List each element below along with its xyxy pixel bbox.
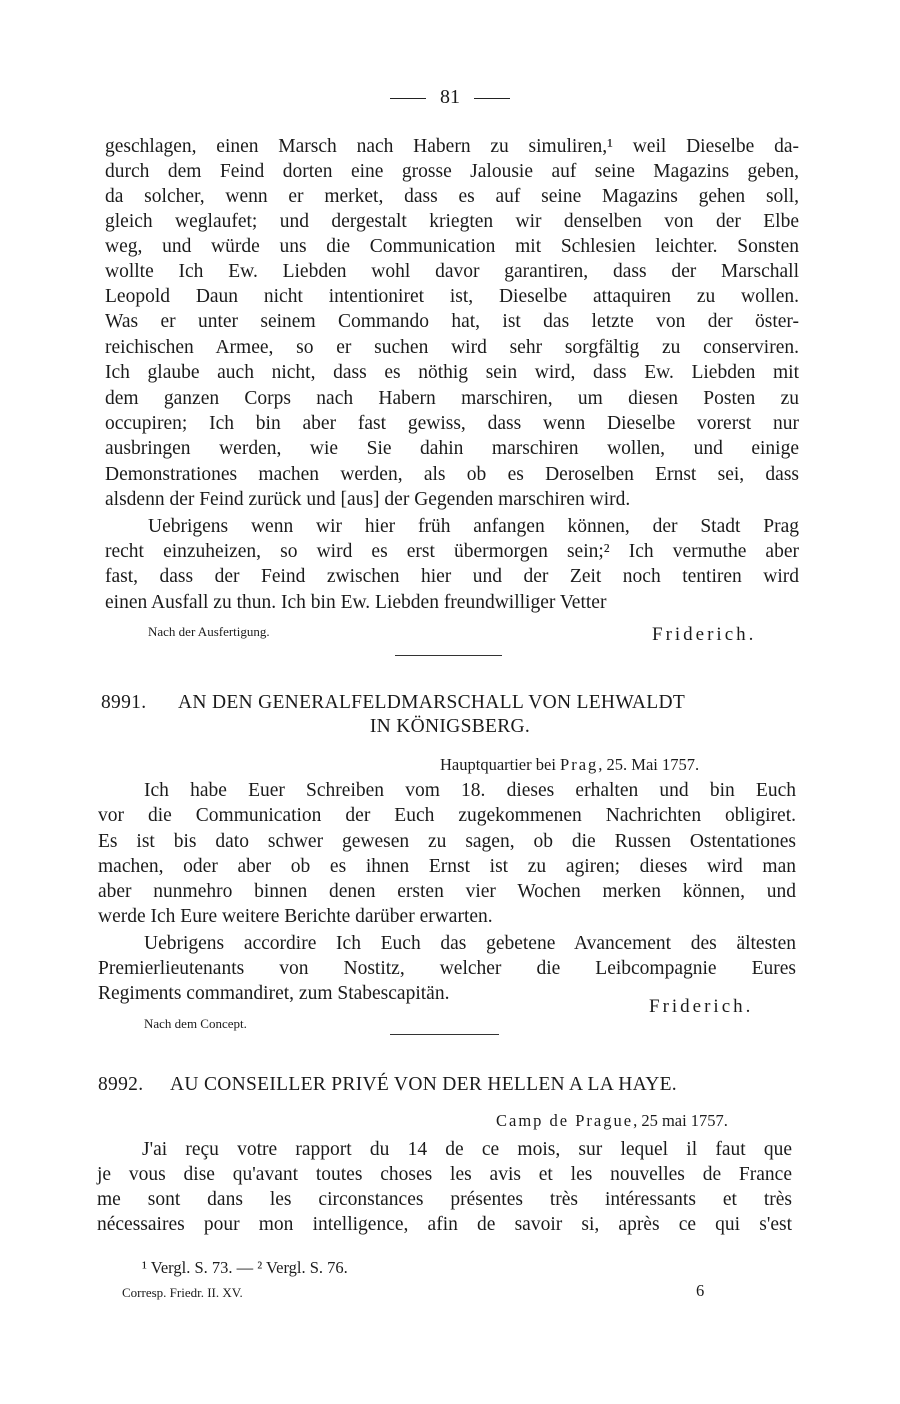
source-note: Nach der Ausfertigung. <box>148 624 270 639</box>
letter-heading-line2: IN KÖNIGSBERG. <box>369 716 531 737</box>
place-prefix: Hauptquartier bei <box>440 755 556 774</box>
text-line: durch dem Feind dorten eine grosse Jalousie auf seine Magazins geben, <box>105 161 799 182</box>
letter-number: 8991. <box>101 692 147 713</box>
signature: Friderich. <box>652 624 757 645</box>
place-city: Prag <box>560 755 599 774</box>
footnotes: ¹ Vergl. S. 73. — ² Vergl. S. 76. <box>142 1258 348 1277</box>
text-line: alsdenn der Feind zurück und [aus] der Gegenden marschiren wird. <box>105 489 631 510</box>
place-date-text: , 25 mai 1757. <box>633 1111 728 1130</box>
text-line: Regiments commandiret, zum Stabescapitän. <box>98 983 450 1004</box>
text-line: Uebrigens wenn wir hier früh anfangen können, der Stadt Prag <box>148 516 799 537</box>
signature: Friderich. <box>649 996 754 1017</box>
footer-volume: Corresp. Friedr. II. XV. <box>122 1285 243 1300</box>
text-line: Was er unter seinem Commando hat, ist das letzte von der öster- <box>105 311 799 332</box>
section-divider <box>395 655 502 656</box>
text-line: dem ganzen Corps nach Habern marschiren, um diesen Posten zu <box>105 388 799 409</box>
place-date-text: , 25. Mai 1757. <box>598 755 700 774</box>
text-line: Leopold Daun nicht intentioniret ist, Dieselbe attaquiren zu wollen. <box>105 286 799 307</box>
text-line: weg, und würde uns die Communication mit Schlesien leichter. Sonsten <box>105 236 799 257</box>
text-line: gleich weglaufet; und dergestalt kriegten wir denselben von der Elbe <box>105 211 799 232</box>
text-line: Demonstrationes machen werden, als ob es Deroselben Ernst sei, dass <box>105 464 799 485</box>
page-number-text: 81 <box>440 86 460 108</box>
place-date <box>440 755 699 775</box>
text-line: occupiren; Ich bin aber fast gewiss, dass wenn Dieselbe vorerst nur <box>105 413 799 434</box>
text-line: je vous dise qu'avant toutes choses les avis et les nouvelles de France <box>97 1164 792 1185</box>
letter-heading: AU CONSEILLER PRIVÉ VON DER HELLEN A LA HAYE. <box>170 1074 677 1095</box>
text-line: fast, dass der Feind zwischen hier und der Zeit noch tentiren wird <box>105 566 799 587</box>
text-line: Ich habe Euer Schreiben vom 18. dieses erhalten und bin Euch <box>144 780 796 801</box>
text-line: Ich glaube auch nicht, dass es nöthig sein wird, dass Ew. Liebden mit <box>105 362 799 383</box>
place-city: Camp de Prague <box>496 1111 634 1130</box>
text-line: Uebrigens accordire Ich Euch das gebetene Avancement des ältesten <box>144 933 796 954</box>
place-date <box>496 1111 728 1131</box>
text-line: recht einzuheizen, so wird es erst übermorgen sein;² Ich vermuthe aber <box>105 541 799 562</box>
footer-signature-mark: 6 <box>696 1281 705 1300</box>
text-line: aber nunmehro binnen denen ersten vier Wochen merken können, und <box>98 881 796 902</box>
text-line: geschlagen, einen Marsch nach Habern zu simuliren,¹ weil Dieselbe da- <box>105 136 799 157</box>
text-line: da solcher, wenn er merket, dass es auf seine Magazins gehen soll, <box>105 186 799 207</box>
letter-heading: AN DEN GENERALFELDMARSCHALL VON LEHWALDT <box>178 692 686 713</box>
text-line: J'ai reçu votre rapport du 14 de ce mois, sur lequel il faut que <box>142 1139 792 1160</box>
text-line: ausbringen werden, wie Sie dahin marschiren wollen, und einige <box>105 438 799 459</box>
text-line: vor die Communication der Euch zugekommenen Nachrichten obligiret. <box>98 805 796 826</box>
text-line: werde Ich Eure weitere Berichte darüber erwarten. <box>98 906 493 927</box>
text-line: reichischen Armee, so er suchen wird sehr sorgfältig zu conserviren. <box>105 337 799 358</box>
text-line: Es ist bis dato schwer gewesen zu sagen, ob die Russen Ostentationes <box>98 831 796 852</box>
letter-number: 8992. <box>98 1074 144 1095</box>
page-number <box>0 86 900 109</box>
text-line: machen, oder aber ob es ihnen Ernst ist zu agiren; dieses wird man <box>98 856 796 877</box>
text-line: nécessaires pour mon intelligence, afin de savoir si, après ce qui s'est <box>97 1214 792 1235</box>
section-divider <box>390 1034 499 1035</box>
source-note: Nach dem Concept. <box>144 1016 247 1031</box>
text-line: wollte Ich Ew. Liebden wohl davor garantiren, dass der Marschall <box>105 261 799 282</box>
text-line: einen Ausfall zu thun. Ich bin Ew. Liebden freundwilliger Vetter <box>105 592 607 613</box>
text-line: Premierlieutenants von Nostitz, welcher die Leibcompagnie Eures <box>98 958 796 979</box>
header-dash-right <box>474 98 510 99</box>
text-line: me sont dans les circonstances présentes très intéressants et très <box>97 1189 792 1210</box>
header-dash-left <box>390 98 426 99</box>
